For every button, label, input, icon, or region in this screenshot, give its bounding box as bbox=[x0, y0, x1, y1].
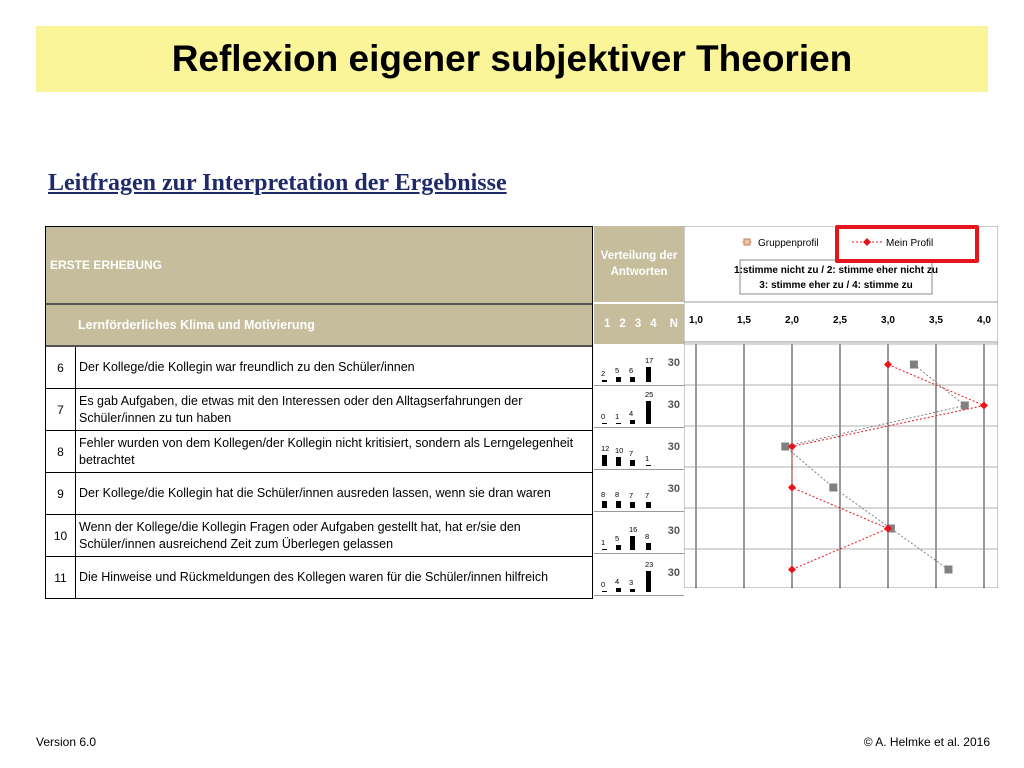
distribution-count: 8 bbox=[645, 532, 650, 541]
distribution-bar bbox=[646, 543, 651, 550]
distribution-bar bbox=[616, 377, 621, 382]
item-text: Wenn der Kollege/die Kollegin Fragen oder Aufgaben gestellt hat, hat er/sie den Schüler/innen ausreichend Zeit zum Überlegen gelassen bbox=[79, 519, 521, 551]
distribution-count: 7 bbox=[629, 449, 634, 458]
distribution-bar bbox=[602, 591, 607, 592]
distribution-bar bbox=[630, 460, 635, 466]
item-text: Fehler wurden von dem Kollegen/der Kollegin nicht kritisiert, sondern als Lerngelegenheit betrachtet bbox=[79, 435, 574, 467]
profile-chart bbox=[684, 226, 998, 588]
distribution-bar bbox=[602, 423, 607, 424]
distribution-bar bbox=[630, 420, 635, 424]
item-number: 6 bbox=[46, 347, 76, 388]
table-row bbox=[46, 557, 592, 598]
table-row bbox=[46, 347, 592, 389]
version-label: Version 6.0 bbox=[36, 735, 97, 749]
distribution-columns bbox=[594, 304, 684, 344]
distribution-row bbox=[594, 428, 684, 470]
item-number: 11 bbox=[46, 557, 76, 598]
distribution-count: 12 bbox=[601, 444, 610, 453]
section-subtitle: Leitfragen zur Interpretation der Ergebnisse bbox=[48, 170, 507, 196]
distribution-count: 7 bbox=[645, 491, 650, 500]
table-row bbox=[46, 473, 592, 515]
distribution-count: 2 bbox=[601, 369, 606, 378]
distribution-count: 0 bbox=[601, 412, 606, 421]
x-tick-label: 1,0 bbox=[689, 315, 703, 326]
distribution-bar bbox=[616, 501, 621, 508]
distribution-row bbox=[594, 344, 684, 386]
distribution-count: 16 bbox=[629, 525, 638, 534]
distribution-bar bbox=[616, 545, 621, 550]
distribution-count: 10 bbox=[615, 446, 624, 455]
distribution-count: 1 bbox=[645, 454, 650, 463]
point-group bbox=[961, 402, 969, 410]
item-number: 7 bbox=[46, 389, 76, 430]
legend-group-marker bbox=[744, 239, 750, 245]
distribution-n: 30 bbox=[667, 441, 680, 453]
table-row bbox=[46, 515, 592, 557]
col-label-4: 4 bbox=[650, 318, 657, 330]
table-row bbox=[46, 389, 592, 431]
distribution-bar bbox=[616, 457, 621, 466]
distribution-n: 30 bbox=[667, 357, 680, 369]
page-title: Reflexion eigener subjektiver Theorien bbox=[171, 38, 853, 79]
copyright-label: © A. Helmke et al. 2016 bbox=[863, 735, 990, 749]
distribution-bar bbox=[602, 501, 607, 508]
distribution-n: 30 bbox=[667, 567, 680, 579]
x-tick-label: 3,0 bbox=[881, 315, 895, 326]
x-tick-label: 4,0 bbox=[977, 315, 991, 326]
item-text: Die Hinweise und Rückmeldungen des Kollegen waren für die Schüler/innen hilfreich bbox=[79, 570, 549, 584]
distribution-bar bbox=[646, 465, 651, 466]
distribution-bar bbox=[616, 588, 621, 592]
table-header-survey: ERSTE ERHEBUNG bbox=[46, 227, 592, 305]
distribution-count: 4 bbox=[629, 409, 634, 418]
col-label-1: 1 bbox=[604, 318, 611, 330]
distribution-panel bbox=[594, 226, 684, 589]
distribution-bar bbox=[630, 589, 635, 592]
distribution-count: 7 bbox=[629, 491, 634, 500]
col-label-3: 3 bbox=[634, 318, 642, 330]
table-header-scale: Lernförderliches Klima und Motivierung bbox=[46, 305, 592, 347]
distribution-count: 17 bbox=[645, 356, 654, 365]
distribution-row bbox=[594, 512, 684, 554]
scale-note-line2: 3: stimme eher zu / 4: stimme zu bbox=[759, 280, 913, 291]
distribution-bar bbox=[646, 401, 651, 424]
point-group bbox=[910, 361, 918, 369]
distribution-bar bbox=[646, 571, 651, 592]
distribution-count: 3 bbox=[629, 578, 634, 587]
distribution-count: 23 bbox=[645, 560, 654, 569]
distribution-count: 5 bbox=[615, 366, 620, 375]
distribution-bar bbox=[602, 549, 607, 550]
distribution-count: 6 bbox=[629, 366, 634, 375]
distribution-n: 30 bbox=[667, 483, 680, 495]
distribution-count: 25 bbox=[645, 390, 654, 399]
distribution-bar bbox=[602, 455, 607, 466]
distribution-count: 8 bbox=[615, 490, 620, 499]
item-text: Es gab Aufgaben, die etwas mit den Interessen oder den Alltagserfahrungen der Schüler/innen zu tun haben bbox=[79, 393, 523, 425]
distribution-count: 1 bbox=[615, 412, 620, 421]
distribution-count: 5 bbox=[615, 534, 620, 543]
distribution-bar bbox=[646, 502, 651, 508]
x-tick-label: 2,0 bbox=[785, 315, 799, 326]
point-group bbox=[829, 484, 837, 492]
distribution-bar bbox=[646, 367, 651, 382]
col-label-2: 2 bbox=[619, 318, 626, 330]
distribution-count: 4 bbox=[615, 577, 620, 586]
distribution-rows bbox=[594, 344, 684, 596]
item-text: Der Kollege/die Kollegin war freundlich zu den Schüler/innen bbox=[79, 360, 415, 374]
distribution-bar bbox=[630, 377, 635, 382]
distribution-row bbox=[594, 470, 684, 512]
x-tick-label: 1,5 bbox=[737, 315, 751, 326]
distribution-count: 1 bbox=[601, 538, 606, 547]
legend-mine-label: Mein Profil bbox=[886, 238, 934, 249]
title-banner bbox=[36, 26, 988, 92]
distribution-bar bbox=[602, 380, 607, 382]
x-tick-label: 3,5 bbox=[929, 315, 943, 326]
item-number: 8 bbox=[46, 431, 76, 472]
distribution-n: 30 bbox=[667, 399, 680, 411]
distribution-header: Verteilung der Antworten bbox=[594, 226, 684, 302]
distribution-count: 8 bbox=[601, 490, 606, 499]
distribution-row bbox=[594, 386, 684, 428]
distribution-bar bbox=[630, 502, 635, 508]
items-table bbox=[45, 226, 593, 599]
mein-profil-highlight bbox=[835, 225, 979, 263]
scale-note-line1: 1:stimme nicht zu / 2: stimme eher nicht zu bbox=[734, 265, 938, 276]
distribution-count: 0 bbox=[601, 580, 606, 589]
item-text: Der Kollege/die Kollegin hat die Schüler/innen ausreden lassen, wenn sie dran waren bbox=[79, 486, 551, 500]
item-number: 10 bbox=[46, 515, 76, 556]
legend-group-label: Gruppenprofil bbox=[758, 238, 819, 249]
table-row bbox=[46, 431, 592, 473]
distribution-bar bbox=[616, 423, 621, 424]
x-tick-label: 2,5 bbox=[833, 315, 847, 326]
col-label-n: N bbox=[669, 318, 678, 330]
distribution-n: 30 bbox=[667, 525, 680, 537]
item-number: 9 bbox=[46, 473, 76, 514]
distribution-bar bbox=[630, 536, 635, 550]
distribution-row bbox=[594, 554, 684, 596]
point-group bbox=[944, 566, 952, 574]
